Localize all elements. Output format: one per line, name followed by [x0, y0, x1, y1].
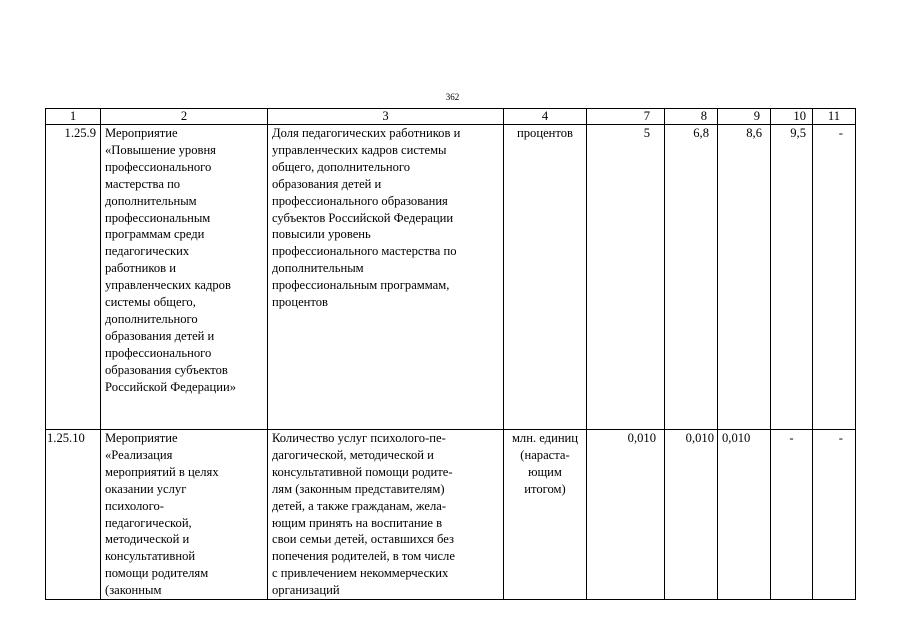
- value-cell-10: -: [771, 430, 813, 600]
- table-row: [46, 125, 856, 430]
- header-cell: 9: [718, 109, 771, 125]
- event-cell: [101, 430, 268, 600]
- text-line: системы общего,: [105, 295, 196, 310]
- text-line: Доля педагогических работников и: [272, 126, 461, 140]
- unit-cell: [504, 430, 587, 600]
- text-line: процентов: [272, 295, 328, 310]
- header-cell: 1: [46, 109, 101, 125]
- value-cell-8: 0,010: [665, 430, 718, 600]
- text-line: свои семьи детей, оставшихся без: [272, 532, 454, 547]
- text-line: управленческих кадров: [105, 278, 231, 293]
- text-line: с привлечением некоммерческих: [272, 566, 449, 581]
- text-line: общего, дополнительного: [272, 159, 411, 174]
- text-line: профессионального: [105, 159, 212, 174]
- value-cell-7: 0,010: [587, 430, 665, 600]
- text-line: процентов: [517, 126, 573, 140]
- text-line: итогом): [524, 481, 566, 496]
- text-line: оказании услуг: [105, 481, 187, 496]
- text-line: консультативной: [105, 549, 196, 564]
- header-cell: 8: [665, 109, 718, 125]
- text-line: (нараста-: [520, 447, 570, 462]
- row-number: 1.25.9: [46, 125, 101, 430]
- text-line: профессиональным: [105, 210, 211, 225]
- text-line: попечения родителей, в том числе: [272, 549, 455, 564]
- text-line: дополнительным: [105, 193, 197, 208]
- header-cell: 10: [771, 109, 813, 125]
- text-line: управленческих кадров системы: [272, 142, 447, 157]
- text-line: млн. единиц: [511, 431, 579, 445]
- text-line: Российской Федерации»: [105, 379, 236, 394]
- unit-cell: [504, 125, 587, 430]
- text-line: «Повышение уровня: [105, 142, 216, 157]
- text-line: повысили уровень: [272, 227, 371, 242]
- text-line: программам среди: [105, 227, 205, 242]
- value-cell-9: 8,6: [718, 125, 771, 430]
- value-cell-11: -: [813, 125, 856, 430]
- text-line: образования субъектов: [105, 362, 228, 377]
- text-line: дополнительным: [272, 261, 364, 276]
- row-number: 1.25.10: [46, 430, 101, 600]
- text-line: детей, а также гражданам, жела-: [272, 498, 447, 513]
- text-line: мероприятий в целях: [105, 464, 219, 479]
- header-cell: 3: [268, 109, 504, 125]
- text-line: консультативной помощи родите-: [272, 464, 453, 479]
- text-line: профессионального образования: [272, 193, 448, 208]
- text-line: педагогических: [105, 244, 190, 259]
- text-line: психолого-: [105, 498, 164, 513]
- text-line: работников и: [105, 261, 177, 276]
- text-line: профессионального мастерства по: [272, 244, 457, 259]
- text-line: профессионального: [105, 345, 212, 360]
- text-line: образования детей и: [105, 328, 215, 343]
- header-cell: 4: [504, 109, 587, 125]
- text-line: мастерства по: [105, 176, 181, 191]
- text-line: субъектов Российской Федерации: [272, 210, 454, 225]
- indicators-table: [45, 108, 856, 600]
- header-cell: 7: [587, 109, 665, 125]
- header-cell: 11: [813, 109, 856, 125]
- event-cell: [101, 125, 268, 430]
- value-cell-9: 0,010: [718, 430, 771, 600]
- text-line: Мероприятие: [105, 126, 178, 140]
- text-line: дагогической, методической и: [272, 447, 434, 462]
- text-line: организаций: [272, 583, 340, 598]
- text-line: Количество услуг психолого-пе-: [272, 431, 446, 445]
- text-line: лям (законным представителям): [272, 481, 445, 496]
- text-line: (законным: [105, 583, 162, 598]
- text-line: ющим: [528, 464, 562, 479]
- header-cell: 2: [101, 109, 268, 125]
- text-line: помощи родителям: [105, 566, 209, 581]
- table-row: [46, 430, 856, 600]
- text-line: ющим принять на воспитание в: [272, 515, 443, 530]
- indicator-cell: [268, 430, 504, 600]
- value-cell-11: -: [813, 430, 856, 600]
- text-line: «Реализация: [105, 447, 173, 462]
- indicator-cell: [268, 125, 504, 430]
- value-cell-7: 5: [587, 125, 665, 430]
- text-line: дополнительного: [105, 311, 198, 326]
- text-line: профессиональным программам,: [272, 278, 450, 293]
- text-line: методической и: [105, 532, 190, 547]
- text-line: образования детей и: [272, 176, 382, 191]
- text-line: педагогической,: [105, 515, 192, 530]
- page-number: 362: [445, 92, 460, 102]
- value-cell-8: 6,8: [665, 125, 718, 430]
- value-cell-10: 9,5: [771, 125, 813, 430]
- text-line: Мероприятие: [105, 431, 178, 445]
- table-header-row: [46, 109, 856, 125]
